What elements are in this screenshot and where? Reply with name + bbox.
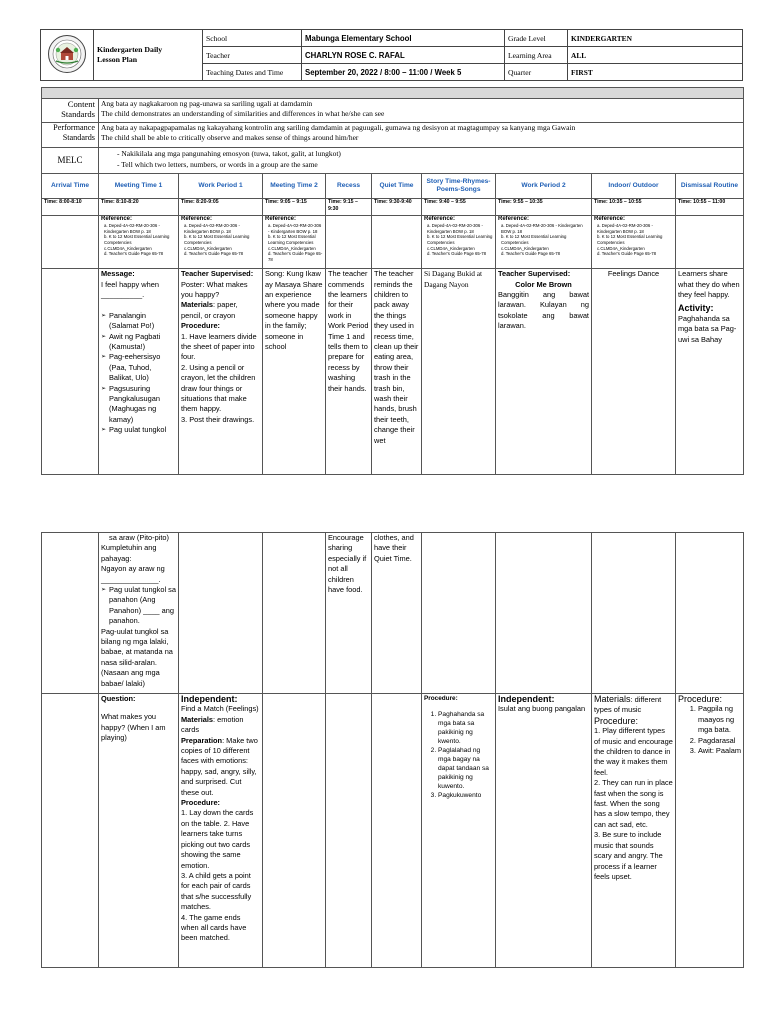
procedure-step: 1. Lay down the cards on the table. 2. Have learners take turns picking out two cards showing the same emotion. [181,808,254,870]
reference-cell-indoor [592,216,676,269]
time-cell: Time: 9:40 – 9:55 [422,199,496,216]
reference-item: b. K to 12 Most Essential Learning Competencies [597,234,663,245]
reference-item: a. Deped-4A-02-RM-20-306 - Kindergarten BOW p. 18 [597,223,653,234]
column-header: Recess [326,174,372,199]
reference-label: Reference: [498,216,530,223]
time-cell: Time: 10:55 – 11:00 [676,199,744,216]
indoor-outdoor-cell [592,533,676,694]
time-cell: Time: 8:00-8:10 [42,199,99,216]
routine-item: ➢ Awit ng Pagbati (Kamusta!) [101,332,176,353]
dates-label: Teaching Dates and Time [203,64,302,81]
recess-cell: The teacher commends the learners for their work in Work Period Time 1 and tells them to prepare for recess by washing their hands. [326,269,372,475]
work-period-1-cell [179,533,263,694]
procedure-label: Procedure: [181,321,221,331]
activity-title: Color Me Brown [515,279,572,289]
content-standard-tagalog: Ang bata ay nagkakaroon ng pag-unawa sa sariling ugali at damdamin [101,99,313,108]
activity-row [42,269,744,475]
materials-line [181,715,260,736]
reference-label: Reference: [101,216,133,223]
melc-item-2: - Tell which two letters, numbers, or words in a group are the same [117,159,318,169]
meeting-2-cell [263,533,326,694]
question-label: Question: [101,694,136,703]
materials-label: Materials [594,694,631,704]
reference-item: c.CLMD4A_Kindergarten [184,245,232,251]
reference-item: a. Deped-4A-02-RM-20-306 - Kindergarten BOW p. 18 [184,223,240,234]
work-period-1-cell [179,694,263,968]
reference-item: a. Deped-4A-02-RM-20-306 - Kindergarten BOW p. 18 [104,223,160,234]
routine-item: ➢ Panalangin (Salamat Po!) [101,311,176,332]
reference-item: d. Teacher's Guide Page 65-78 [427,251,487,257]
lesson-plan-table-continued [41,532,744,968]
recess-cell: Encourage sharing especially if not all children have food. [326,533,372,694]
column-header: Meeting Time 1 [99,174,179,199]
column-header: Dismissal Routine [676,174,744,199]
teacher-supervised-label: Teacher Supervised: [181,269,254,279]
work-period-2-cell [496,533,592,694]
story-time-cell: Si Dagang Bukid at Dagang Nayon [422,269,496,475]
reference-item: a. Deped-4A-02-RM-20-306 - Kindergarten BOW p. 18 [501,223,583,234]
performance-standards-value [99,123,744,147]
work-period-1-cell [179,269,263,475]
performance-standards-row [42,123,744,147]
performance-standard-english: The child shall be able to critically observe and makes sense of things around him/her [101,133,359,143]
routine-list [101,585,176,627]
routine-text: Pag-uulat tungkol sa bilang ng mga lalaki, babae, at matanda na nasa silid-aralan. (Nasaan ang mga babae/ lalaki) [101,626,173,688]
reference-item: c.CLMD4A_Kindergarten [268,245,316,251]
performance-label-2: Standards [62,133,95,143]
quarter-value: FIRST [568,64,743,81]
routine-item: ➢ Pag uulat tungkol [101,425,176,435]
procedure-step: 3. Be sure to include music that sounds scary and angry. The process if a learner feels upset. [594,830,663,881]
column-header: Arrival Time [42,174,99,199]
reference-cell-meeting-1 [99,216,179,269]
time-cell: Time: 9:30-9:40 [372,199,422,216]
reference-cell-empty [42,216,99,269]
meeting-1-cell [99,694,179,968]
reference-label: Reference: [594,216,626,223]
preparation-line [181,736,260,798]
procedure-step: 2. Pagdarasal [698,736,741,746]
time-cell: Time: 9:15 – 9:30 [326,199,372,216]
time-cell: Time: 8:10-8:20 [99,199,179,216]
arrival-cell [42,269,99,475]
reference-label: Reference: [181,216,213,223]
dismissal-cell [676,694,744,968]
grade-label: Grade Level [505,30,568,47]
content-standards-row [42,99,744,123]
reference-cell-quiet [372,216,422,269]
grey-bar [42,88,744,99]
preparation-label: Preparation [181,735,223,745]
procedure-label: Procedure: [424,695,458,702]
story-time-cell [422,533,496,694]
independent-label: Independent: [498,694,555,704]
reference-label: Reference: [265,216,297,223]
melc-row [42,147,744,174]
quiet-time-cell: The teacher reminds the children to pack away the things they used in recess time, clean up their eating area, throw their trash in the trash bin, wash their hands, brush their teeth, change their wet [372,269,422,475]
content-standard-english: The child demonstrates an understanding of similarities and differences in what he/she can see [101,109,385,118]
routine-item: ➢ Pag-eehersisyo (Paa, Tuhod, Balikat, Ulo) [101,352,176,383]
reference-item: c.CLMD4A_Kindergarten [104,245,152,251]
procedure-step: 3. A child gets a point for each pair of cards that s/he successfully matches. [181,870,252,912]
procedure-list [678,704,741,756]
procedure-step: 1. Pagpila ng maayos ng mga bata. [698,704,741,735]
procedure-step: 4. The game ends when all cards have been matched. [181,912,247,943]
dismissal-cell [676,533,744,694]
school-value: Mabunga Elementary School [302,30,505,47]
poster-text: Poster: What makes you happy? [181,279,248,299]
grey-bar-row [42,88,744,99]
procedure-step: 2. Using a pencil or crayon, let the children draw four things or situations that make them happy. [181,362,256,414]
column-header: Indoor/ Outdoor [592,174,676,199]
message-label: Message: [101,269,135,279]
title-line-2: Lesson Plan [97,55,138,64]
message-text: I feel happy when __________. [101,279,159,299]
indoor-outdoor-cell: Feelings Dance [592,269,676,475]
indoor-outdoor-cell [592,694,676,968]
teacher-value: CHARLYN ROSE C. RAFAL [302,47,505,64]
content-label-1: Content [67,99,95,109]
materials-line [594,694,673,716]
procedure-step: 1. Have learners divide the sheet of paper into four. [181,331,257,362]
time-cell: Time: 9:05 – 9:15 [263,199,326,216]
procedure-label: Procedure: [181,798,221,808]
materials-label: Materials [181,714,214,724]
procedure-step: 3. Awit: Paalam [698,746,741,756]
area-value: ALL [568,47,743,64]
procedure-list [424,710,493,800]
reference-item: d. Teacher's Guide Page 65-78 [501,251,561,257]
reference-cell-meeting-2 [263,216,326,269]
reference-item: d. Teacher's Guide Page 65-78 [184,251,244,257]
routine-continuation: sa araw (Pito-pito) [109,533,169,542]
routine-item: ➢ Pagsusuring Pangkalusugan (Maghugas ng kamay) [101,384,176,426]
melc-item-1: - Nakikilala ang mga pangunahing emosyon (tuwa, takot, galit, at lungkot) [117,148,341,158]
procedure-step: 2. Paglalahad ng mga bagay na dapat tandaan sa pakikinig ng kuwento. [438,746,493,791]
procedure-label: Procedure: [678,694,723,704]
area-label: Learning Area [505,47,568,64]
performance-standards-label [42,123,99,147]
time-cell: Time: 8:20-9:05 [179,199,263,216]
column-header-row [42,174,744,199]
meeting-1-cell [99,533,179,694]
title-line-1: Kindergarten Daily [97,45,163,54]
reference-item: c.CLMD4A_Kindergarten [427,245,475,251]
school-logo [41,30,94,81]
reference-item: b. K to 12 Most Essential Learning Competencies [501,234,567,245]
activity-title: Find a Match (Feelings) [181,704,259,714]
materials-line [181,300,260,321]
column-header: Story Time-Rhymes-Poems-Songs [422,174,496,199]
recess-cell [326,694,372,968]
preparation-text: : Make two copies of 10 different faces with emotions: happy, sad, angry, silly, and surprised. Cut these out. [181,735,258,797]
procedure-step: 1. Paghahanda sa mga bata sa pakikinig ng kwento. [438,710,493,746]
time-cell: Time: 9:55 – 10:35 [496,199,592,216]
independent-label: Independent: [181,694,238,704]
reference-item: d. Teacher's Guide Page 65-78 [268,251,323,262]
grade-value: KINDERGARTEN [568,30,743,47]
reference-cell-recess [326,216,372,269]
lesson-plan-title [94,30,203,81]
meeting-2-cell [263,694,326,968]
column-header: Work Period 2 [496,174,592,199]
reference-item: c.CLMD4A_Kindergarten [501,245,549,251]
work-period-2-cell [496,694,592,968]
activity-text: Banggitin ang bawat larawan. Kulayan ng tsokolate ang bawat larawan. [498,289,589,331]
complete-statement-label: Kumpletuhin ang pahayag: [101,543,157,563]
reference-cell-work-1 [179,216,263,269]
dismissal-text: Learners share what they do when they feel happy. [678,269,740,299]
performance-label-1: Performance [53,123,95,133]
story-time-cell [422,694,496,968]
quiet-time-cell [372,694,422,968]
reference-item: a. Deped-4A-02-RM-20-306 - Kindergarten BOW p. 18 [268,223,322,234]
procedure-step: 2. They can run in place fast when the song is fast. When the song has a slow tempo, they can act sad, etc. [594,778,673,829]
materials-label: Materials [181,300,214,310]
reference-item: a. Deped-4A-02-RM-20-306 - Kindergarten BOW p. 18 [427,223,483,234]
arrival-cell [42,694,99,968]
quiet-time-cell: clothes, and have their Quiet Time. [372,533,422,694]
materials-text: : emotion cards [181,714,244,735]
procedure-label: Procedure: [594,715,639,726]
reference-item: d. Teacher's Guide Page 65-78 [597,251,657,257]
content-standards-value [99,99,744,123]
teacher-label: Teacher [203,47,302,64]
routine-list [101,311,176,436]
melc-value [99,147,744,174]
school-seal-logo-icon [47,34,87,74]
procedure-step: 3. Pagkukuwento [438,791,493,800]
column-header: Quiet Time [372,174,422,199]
materials-text: : paper, pencil, or crayon [181,300,238,320]
activity-label: Activity: [678,303,714,314]
meeting-2-cell: Song: Kung Ikaw ay Masaya Share an experience where you made someone happy in the family; someone in school [263,269,326,475]
teacher-supervised-label: Teacher Supervised: [498,269,571,279]
reference-item: b. K to 12 Most Essential Learning Competencies [268,234,316,245]
reference-item: b. K to 12 Most Essential Learning Competencies [184,234,250,245]
time-row [42,199,744,216]
school-label: School [203,30,302,47]
procedure-step: 3. Post their drawings. [181,414,255,424]
melc-label: MELC [42,147,99,174]
materials-text: : different types of music [594,695,662,715]
reference-item: b. K to 12 Most Essential Learning Competencies [427,234,493,245]
activity-text: Paghahanda sa mga bata sa Pag-uwi sa Bahay [678,313,737,344]
question-text: What makes you happy? (When I am playing) [101,712,166,743]
complete-statement-text: Ngayon ay araw ng ______________. [101,564,165,584]
column-header: Meeting Time 2 [263,174,326,199]
column-header: Work Period 1 [179,174,263,199]
time-cell: Time: 10:35 – 10:55 [592,199,676,216]
reference-cell-dismissal [676,216,744,269]
continued-row [42,533,744,694]
dismissal-cell [676,269,744,475]
arrival-cell [42,533,99,694]
activity-text: Isulat ang buong pangalan [498,704,586,714]
quarter-label: Quarter [505,64,568,81]
lesson-plan-table [41,87,744,475]
dates-value: September 20, 2022 / 8:00 – 11:00 / Week 5 [302,64,505,81]
work-period-2-cell [496,269,592,475]
reference-item: c.CLMD4A_Kindergarten [597,245,645,251]
procedure-row [42,694,744,968]
meeting-1-cell [99,269,179,475]
reference-item: d. Teacher's Guide Page 65-78 [104,251,164,257]
procedure-step: 1. Play different types of music and encourage the children to dance in the way it makes them feel. [594,726,673,777]
reference-cell-work-2 [496,216,592,269]
reference-cell-story [422,216,496,269]
content-label-2: Standards [61,109,95,119]
routine-item: ➢ Pag uulat tungkol sa panahon (Ang Panahon) ____ ang panahon. [101,585,176,627]
lesson-plan-header [40,29,743,81]
performance-standard-tagalog: Ang bata ay nakapagpapamalas ng kakayahang kontrolin ang sariling damdamin at paguugali, gumawa ng desisyon at magtagumpay sa kanyang mga Gawain [101,123,576,133]
reference-item: b. K to 12 Most Essential Learning Competencies [104,234,170,245]
reference-label: Reference: [424,216,456,223]
content-standards-label [42,99,99,123]
reference-row [42,216,744,269]
